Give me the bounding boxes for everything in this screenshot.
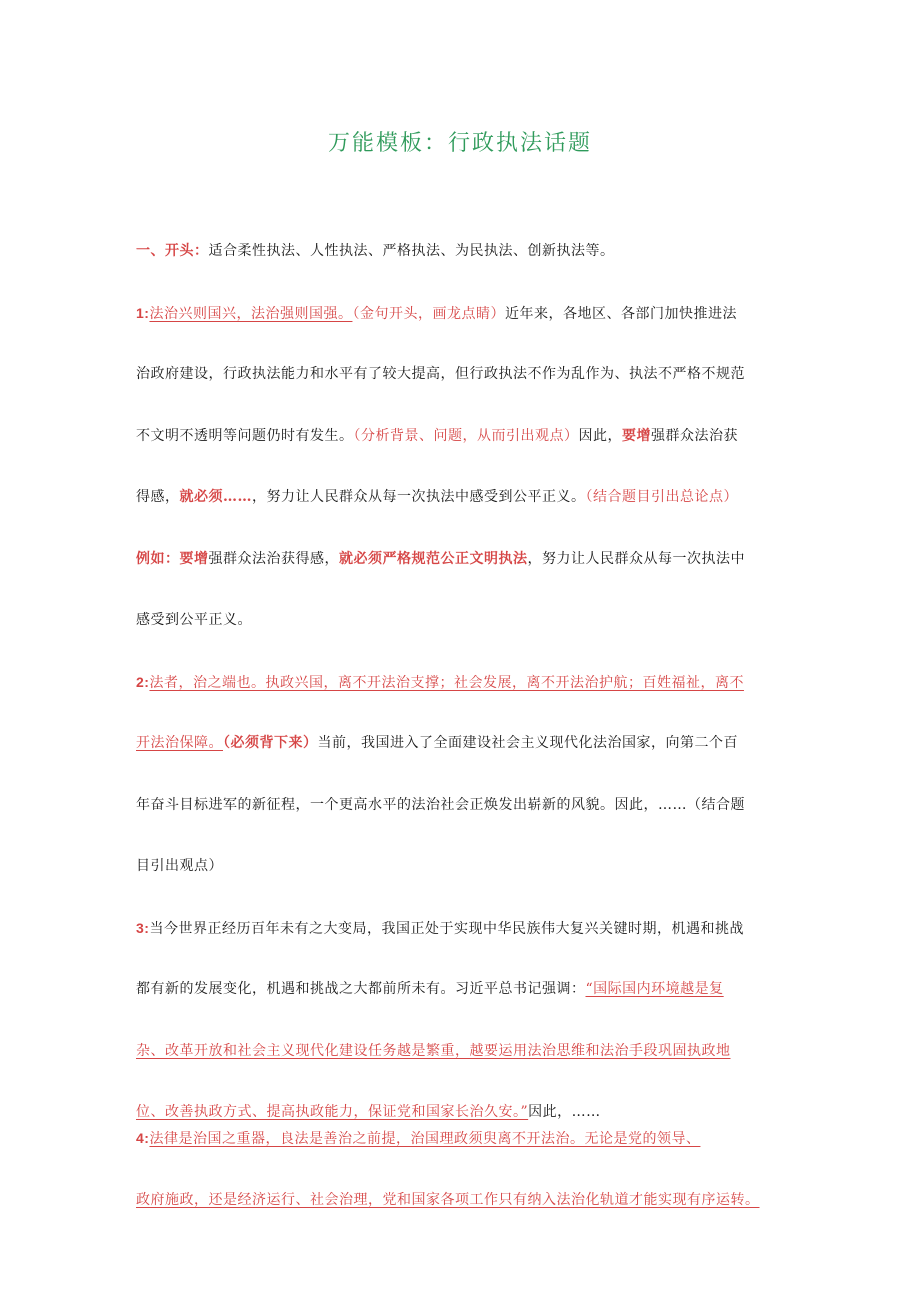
paragraph-4-line-1 <box>136 1125 786 1187</box>
golden-quote: 政府施政，还是经济运行、社会治理，党和国家各项工作只有纳入法治化轨道才能实现有序运转。 <box>136 1191 760 1208</box>
body-text: ，努力让人民群众从每一次执法中感受到公平正义。 <box>252 489 586 505</box>
keyword: 要增 <box>622 427 651 444</box>
golden-quote: 法者，治之端也。执政兴国，离不开法治支撑；社会发展，离不开法治护航；百姓福祉，离不 <box>149 674 744 691</box>
golden-quote: 杂、改革开放和社会主义现代化建设任务越是繁重，越要运用法治思维和法治手段巩固执政地 <box>136 1042 731 1059</box>
body-text: 因此，…… <box>528 1104 601 1120</box>
keyword: 就必须严格规范公正文明执法 <box>339 550 528 567</box>
body-text: 强群众法治获 <box>651 427 738 444</box>
example-label: 例如： <box>136 550 180 567</box>
body-text: 强群众法治获得感， <box>208 550 339 567</box>
golden-quote: 开法治保障。 <box>136 735 223 751</box>
paragraph-1-line-4 <box>136 484 786 546</box>
golden-quote: 法治兴则国兴，法治强则国强。 <box>149 305 353 322</box>
paragraph-1-line-3 <box>136 423 786 485</box>
paragraph-2-line-1 <box>136 669 786 731</box>
keyword: 就必须…… <box>179 489 252 505</box>
paragraph-number: 4: <box>136 1130 150 1146</box>
section-label: 一、开头： <box>136 243 209 259</box>
keyword: 要增 <box>179 550 209 567</box>
paragraph-2-line-2 <box>136 730 786 792</box>
paragraph-3-line-3 <box>136 1038 786 1100</box>
body-text: 不文明不透明等问题仍时有发生。 <box>136 427 354 444</box>
annotation: （金句开头，画龙点睛） <box>352 305 505 322</box>
page-title: 万能模板：行政执法话题 <box>327 131 592 156</box>
section-text: 适合柔性执法、人性执法、严格执法、为民执法、创新执法等。 <box>208 243 615 259</box>
body-text: 年奋斗目标进军的新征程，一个更高水平的法治社会正焕发出崭新的风貌。因此，……（结合题 <box>136 796 745 813</box>
paragraph-3-line-2 <box>136 976 786 1038</box>
example-line-2 <box>136 607 786 669</box>
document-body <box>136 238 786 1248</box>
paragraph-1-line-1 <box>136 300 786 362</box>
golden-quote: 法律是治国之重器，良法是善治之前提，治国理政须臾离不开法治。无论是党的领导、 <box>149 1131 701 1147</box>
section-heading <box>136 238 786 300</box>
body-text: 治政府建设，行政执法能力和水平有了较大提高，但行政执法不作为乱作为、执法不严格不规范 <box>136 366 745 382</box>
paragraph-1-line-2 <box>136 361 786 423</box>
paragraph-3-line-1 <box>136 915 786 977</box>
body-text: 当前，我国进入了全面建设社会主义现代化法治国家，向第二个百 <box>317 735 738 751</box>
body-text: 感受到公平正义。 <box>136 612 252 628</box>
paragraph-number: 3: <box>136 919 150 936</box>
body-text: 因此， <box>578 427 622 444</box>
paragraph-number: 1: <box>136 304 150 321</box>
body-text: 目引出观点） <box>136 858 223 874</box>
body-text: 当今世界正经历百年未有之大变局，我国正处于实现中华民族伟大复兴关键时期，机遇和挑战 <box>149 920 744 937</box>
body-text: ，努力让人民群众从每一次执法中 <box>527 550 745 567</box>
body-text: 近年来，各地区、各部门加快推进法 <box>504 305 737 322</box>
paragraph-3-line-4 <box>136 1099 786 1125</box>
annotation: （必须背下来） <box>223 735 318 751</box>
paragraph-2-line-4 <box>136 853 786 915</box>
annotation: （分析背景、问题，从而引出观点） <box>353 427 579 444</box>
paragraph-2-line-3 <box>136 792 786 854</box>
annotation: （结合题目引出总论点） <box>585 489 738 505</box>
body-text: 得感， <box>136 489 180 505</box>
paragraph-number: 2: <box>136 673 150 690</box>
golden-quote: 位、改善执政方式、提高执政能力，保证党和国家长治久安。” <box>136 1104 529 1120</box>
body-text: 都有新的发展变化，机遇和挑战之大都前所未有。习近平总书记强调： <box>136 981 586 997</box>
example-line-1 <box>136 546 786 608</box>
golden-quote: “国际国内环境越是复 <box>585 981 724 997</box>
paragraph-4-line-2 <box>136 1187 786 1249</box>
